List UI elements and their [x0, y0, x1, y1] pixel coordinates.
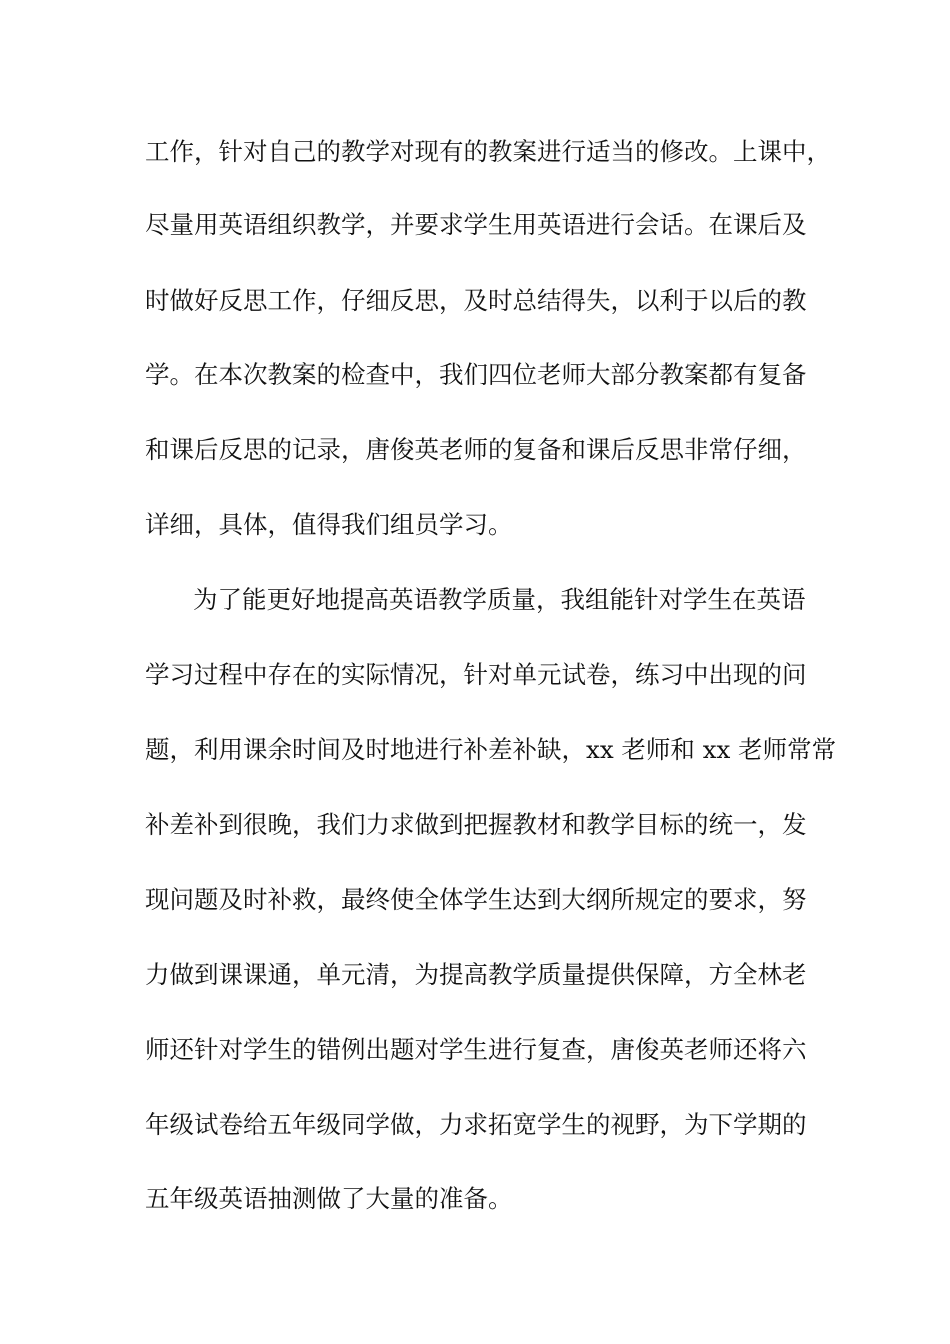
text-line: 时做好反思工作，仔细反思，及时总结得失，以利于以后的教 — [145, 286, 807, 315]
text-line: 工作，针对自己的教学对现有的教案进行适当的修改。上课中， — [145, 137, 831, 166]
text-line: 学。在本次教案的检查中，我们四位老师大部分教案都有复备 — [145, 360, 807, 389]
text-line: 补差补到很晚，我们力求做到把握教材和教学目标的统一，发 — [145, 810, 807, 839]
text-line: 为了能更好地提高英语教学质量，我组能针对学生在英语 — [193, 585, 806, 614]
text-line: 五年级英语抽测做了大量的准备。 — [145, 1184, 513, 1213]
text-line: 详细，具体，值得我们组员学习。 — [145, 510, 513, 539]
text-line: 师还针对学生的错例出题对学生进行复查，唐俊英老师还将六 — [145, 1035, 807, 1064]
text-line: 年级试卷给五年级同学做，力求拓宽学生的视野，为下学期的 — [145, 1110, 807, 1139]
text-line: 现问题及时补救，最终使全体学生达到大纲所规定的要求，努 — [145, 885, 807, 914]
text-line: 和课后反思的记录，唐俊英老师的复备和课后反思非常仔细， — [145, 435, 807, 464]
text-line: 尽量用英语组织教学，并要求学生用英语进行会话。在课后及 — [145, 210, 807, 239]
text-line: 力做到课课通，单元清，为提高教学质量提供保障，方全林老 — [145, 960, 807, 989]
text-line: 学习过程中存在的实际情况，针对单元试卷，练习中出现的问 — [145, 660, 807, 689]
text-line: 题，利用课余时间及时地进行补差补缺，xx 老师和 xx 老师常常 — [145, 735, 837, 764]
